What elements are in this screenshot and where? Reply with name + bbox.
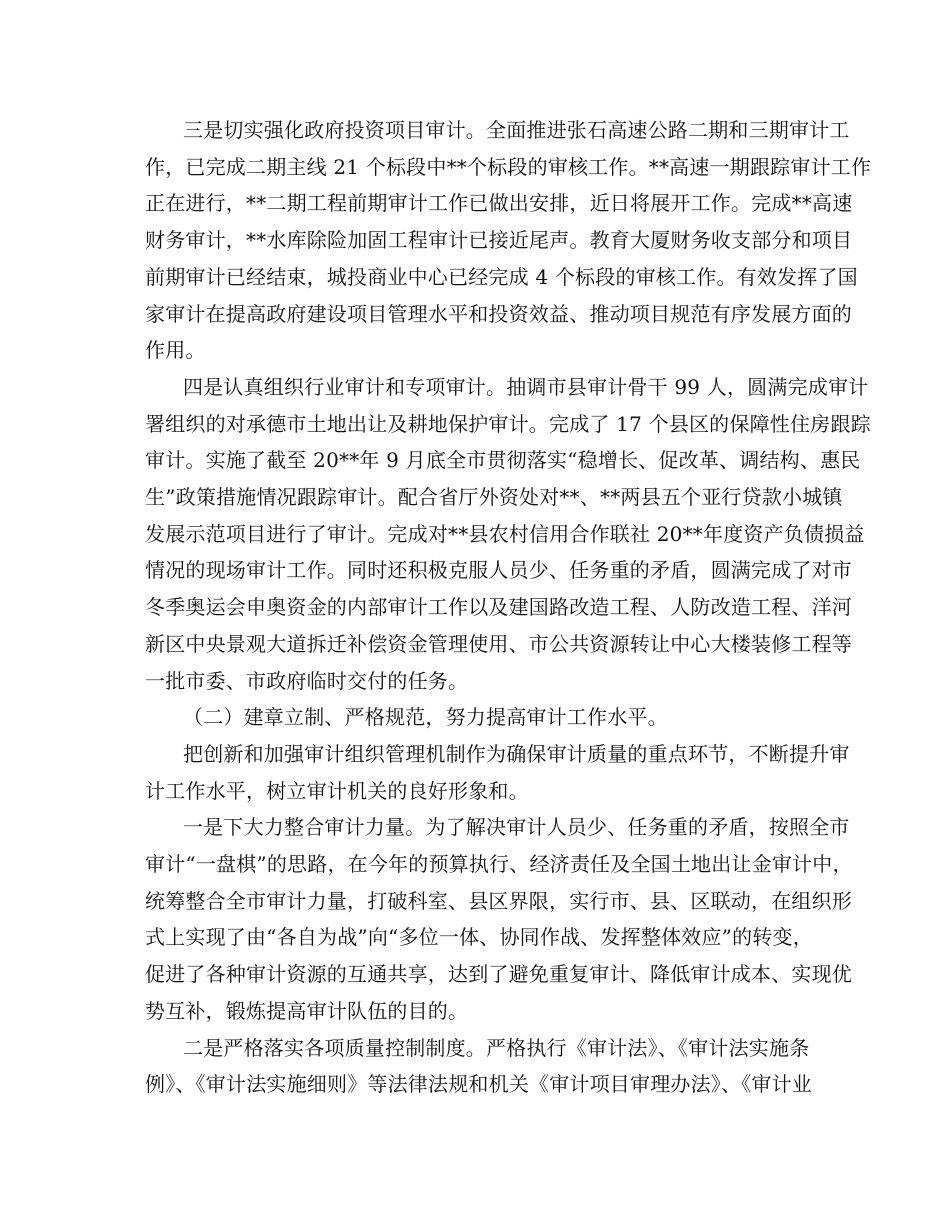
paragraph-management-mechanism bbox=[145, 736, 850, 809]
text-line: 财务审计，**水库除险加固工程审计已接近尾声。教育大厦财务收支部分和项目 bbox=[145, 228, 853, 253]
text-line: 署组织的对承德市土地出让及耕地保护审计。完成了 17 个县区的保障性住房跟踪 bbox=[145, 411, 871, 436]
text-line: 式上实现了由“各自为战”向“多位一体、协同作战、发挥整体效应”的转变， bbox=[145, 925, 813, 950]
text-line: 例》、《审计法实施细则》等法律法规和机关《审计项目审理办法》、《审计业 bbox=[145, 1072, 812, 1097]
heading-text: （二）建章立制、严格规范，努力提高审计工作水平。 bbox=[183, 705, 668, 730]
text-line: 冬季奥运会申奥资金的内部审计工作以及建国路改造工程、人防改造工程、洋河 bbox=[145, 595, 852, 620]
text-line: 计工作水平，树立审计机关的良好形象和。 bbox=[145, 778, 529, 803]
text-line: 作，已完成二期主线 21 个标段中**个标段的审核工作。**高速一期跟踪审计工作 bbox=[145, 154, 872, 179]
text-line: 家审计在提高政府建设项目管理水平和投资效益、推动项目规范有序发展方面的 bbox=[145, 301, 852, 326]
text-line: 促进了各种审计资源的互通共享，达到了避免重复审计、降低审计成本、实现优 bbox=[145, 962, 852, 987]
paragraph-quality-control bbox=[145, 1030, 812, 1103]
text-line: 统筹整合全市审计力量，打破科室、县区界限，实行市、县、区联动，在组织形 bbox=[145, 888, 852, 913]
text-line: 一是下大力整合审计力量。为了解决审计人员少、任务重的矛盾，按照全市 bbox=[183, 815, 850, 840]
text-line: 生”政策措施情况跟踪审计。配合省厅外资处对**、**两县五个亚行贷款小城镇 bbox=[145, 485, 843, 510]
text-line: 新区中央景观大道拆迁补偿资金管理使用、市公共资源转让中心大楼装修工程等 bbox=[145, 631, 852, 656]
text-line: 二是严格落实各项质量控制制度。严格执行《审计法》、《审计法实施条 bbox=[183, 1035, 810, 1060]
text-line: 审计。实施了截至 20**年 9 月底全市贯彻落实“稳增长、促改革、调结构、惠民 bbox=[145, 448, 861, 473]
text-line: 发展示范项目进行了审计。完成对**县农村信用合作联社 20**年度资产负债损益 bbox=[145, 521, 865, 546]
text-line: 正在进行，**二期工程前期审计工作已做出安排，近日将展开工作。完成**高速 bbox=[145, 191, 853, 216]
text-line: 前期审计已经结束，城投商业中心已经完成 4 个标段的审核工作。有效发挥了国 bbox=[145, 264, 858, 289]
paragraph-industry-audit bbox=[145, 369, 871, 699]
document-body bbox=[145, 112, 872, 1103]
text-line: 一批市委、市政府临时交付的任务。 bbox=[145, 668, 469, 693]
paragraph-investment-audit bbox=[145, 112, 872, 369]
paragraph-integrate-audit-force bbox=[145, 809, 853, 1029]
text-line: 情况的现场审计工作。同时还积极克服人员少、任务重的矛盾，圆满完成了对市 bbox=[145, 558, 852, 583]
text-line: 三是切实强化政府投资项目审计。全面推进张石高速公路二期和三期审计工 bbox=[183, 118, 850, 142]
text-line: 四是认真组织行业审计和专项审计。抽调市县审计骨干 99 人，圆满完成审计 bbox=[183, 374, 869, 399]
text-line: 把创新和加强审计组织管理机制作为确保审计质量的重点环节，不断提升审 bbox=[183, 741, 850, 766]
section-heading bbox=[145, 699, 807, 736]
text-line: 作用。 bbox=[145, 338, 206, 363]
text-line: 势互补，锻炼提高审计队伍的目的。 bbox=[145, 998, 469, 1023]
text-line: 审计“一盘棋”的思路，在今年的预算执行、经济责任及全国土地出让金审计中， bbox=[145, 852, 853, 877]
